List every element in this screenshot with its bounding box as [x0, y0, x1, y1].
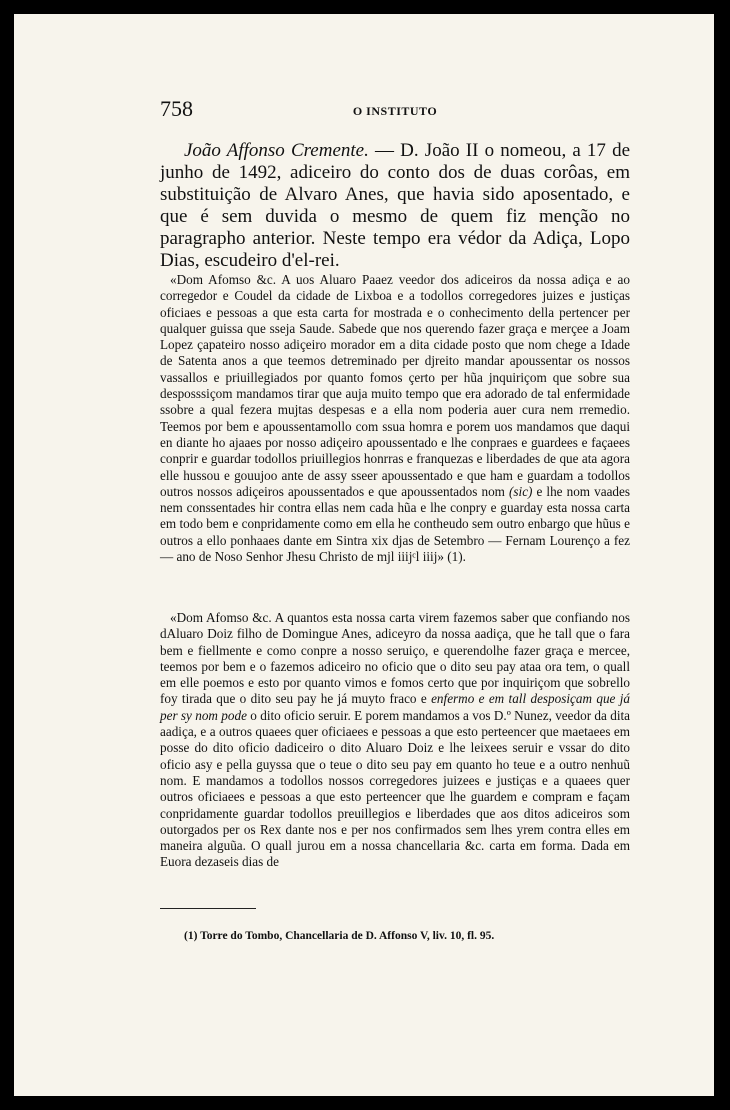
document-2-part1: «Dom Afomso &c. A quantos esta nossa carta virem fazemos saber que confiando nos dAluaro Doiz filho de Domingue Anes, adiceyro da nossa aadiça, que he tall que o fara bem e fiellmente e como conpre a nosso seruiço, e querendolhe fazer graça e mercee, teemos por bem e o fazemos adiceiro no oficio que o dito seu pay ataa ora tem, o quall em elle poemos e esto por quanto vimos e fomos certo que por inquiriçom que sobrello foy tirada que o dito seu pay he já muyto fraco e [160, 610, 630, 707]
lead-body: — D. João II o nomeou, a 17 de junho de 1492, adiceiro do conto dos de duas corôas, em substituição de Alvaro Anes, que havia sido aposentado, e que é sem duvida o mesmo de quem fiz menção no paragrapho anterior. Neste tempo era védor da Adiça, Lopo Dias, escudeiro d'el-rei. [160, 140, 631, 271]
footnote-rule [160, 908, 256, 909]
running-head: O INSTITUTO [352, 104, 438, 118]
document-1-text [160, 272, 630, 565]
book-page [14, 14, 714, 1096]
page-number: 758 [160, 96, 193, 121]
document-2-text [160, 610, 630, 871]
footnote: (1) Torre do Tombo, Chancellaria de D. Affonso V, liv. 10, fl. 95. [184, 930, 495, 942]
lead-name-italic: João Affonso Cremente. [184, 140, 369, 161]
page-header [160, 96, 630, 126]
lead-paragraph [160, 140, 630, 272]
document-2-italic: enfermo e em tall desposiçam que já per sy nom pode [160, 691, 630, 723]
document-1-part1: «Dom Afomso &c. A uos Aluaro Paaez veedor dos adiceiros da nossa adiça e ao corregedor e Coudel da cidade de Lixboa e a todollos corregedores juizes e justiças oficiaes e pessoas a que esta carta for mostrada e o conhecimento della pertencer per qualquer guissa que sseja Saude. Sabede que nos querendo fazer graça e merçee a Joam Lopez çapateiro nosso adiçeiro morador em a dita cidade posto que nom chege a Idade de Satenta anos a que teemos detreminado per djreito mandar apoussentar os nossos vassallos e priuillegiados por quanto fomos çerto per hũa jnquiriçom que sobre sua desposssiçom mandamos tirar que auja muito tempo que era adorado de tal enfermidade ssobre a qual fezera mujtas despesas e a ella nom poderia auer cura nem rremedio. Teemos por bem e apoussentamollo com ssua homra e porem uos mandamos que daqui en diante ho ajaaes por nosso adiçeiro apoussentado e lhe conpraes e guardees e façaees conprir e guardar todollos priuillegios honrras e franquezas e liberdades de que ata agora elle hussou e gouujoo ante de assy sseer apoussentado e que ham e guardam a todollos outros nossos adiçeiros apoussentados e que apoussentados nom [160, 272, 630, 499]
document-quote-2 [160, 610, 630, 871]
document-quote-1 [160, 272, 630, 565]
lead-text [160, 140, 630, 272]
document-2-part2: o dito oficio seruir. E porem mandamos a vos D.º Nunez, veedor da dita aadiça, e a outros quaees quer oficiaees e pessoas a que esto perteencer que maetaees em posse do dito oficio dadiceiro o dito Aluaro Doiz e lhe leixees seruir e vssar do dito oficio asy e pella guyssa que o teue o dito seu pay em quanto ho teue e a outro nenhuũ nom. E mandamos a todollos nossos corregedores juizees e justiças e a quaees quer outros oficiaees e pessoas a que esto perteencer que lhe guardem e compram e façam conpridamente guardar todollos preuillegios e liberdades que aos ditos adiceiros som outorgados per os Rex dante nos e per nos confirmados sem lhes yrem contra elles em maneira alguũa. O quall jurou em a nossa chancellaria &c. carta em forma. Dada em Euora dezaseis dias de [160, 707, 630, 870]
document-1-part2: e lhe nom vaades nem conssentades hir contra ellas nem cada hũa e lhe conpry e guarday esta nossa carta em todo bem e conpridamente como em ella he contheudo sem outro enbargo que hũus e outros a ello ponhaaes dante em Sintra xix djas de Setembro — Fernam Lourenço a fez — ano de Noso Senhor Jhesu Christo de mjl iiijᶜl iiij» (1). [160, 483, 630, 565]
sic-mark: (sic) [509, 483, 533, 499]
